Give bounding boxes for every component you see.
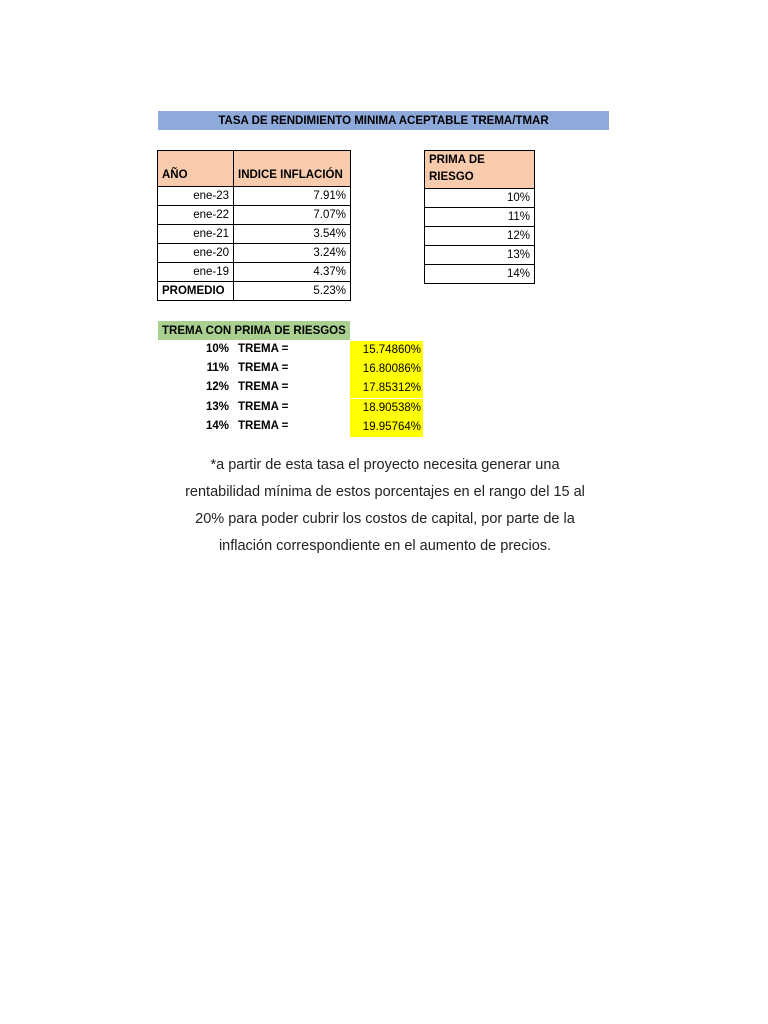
trema-row bbox=[158, 379, 428, 398]
year-cell: ene-22 bbox=[158, 206, 234, 225]
header-inflation-index: INDICE INFLACIÓN bbox=[234, 151, 351, 187]
trema-premium: 11% bbox=[206, 362, 229, 374]
note-line: inflación correspondiente en el aumento de precios. bbox=[218, 538, 552, 554]
trema-value: 16.80086% bbox=[350, 360, 423, 379]
table-row bbox=[158, 225, 351, 244]
year-cell: ene-20 bbox=[158, 244, 234, 263]
average-row bbox=[158, 282, 351, 301]
inflation-table bbox=[157, 150, 351, 301]
table-row bbox=[425, 227, 535, 246]
average-label: PROMEDIO bbox=[158, 282, 234, 301]
table-row bbox=[425, 189, 535, 208]
explanatory-note bbox=[160, 452, 610, 560]
year-cell: ene-23 bbox=[158, 187, 234, 206]
note-line: *a partir de esta tasa el proyecto necesita generar una bbox=[210, 457, 560, 473]
premium-cell: 11% bbox=[425, 208, 535, 227]
header-risk-premium bbox=[425, 151, 535, 189]
trema-row bbox=[158, 341, 428, 360]
trema-label: TREMA = bbox=[238, 420, 289, 432]
inflation-cell: 4.37% bbox=[234, 263, 351, 282]
trema-value: 19.95764% bbox=[350, 418, 423, 437]
inflation-cell: 7.07% bbox=[234, 206, 351, 225]
trema-value: 17.85312% bbox=[350, 379, 423, 398]
header-line-2: RIESGO bbox=[429, 171, 474, 183]
premium-cell: 10% bbox=[425, 189, 535, 208]
sheet-title: TASA DE RENDIMIENTO MINIMA ACEPTABLE TREMA/TMAR bbox=[158, 111, 609, 130]
table-row bbox=[425, 246, 535, 265]
table-row bbox=[425, 265, 535, 284]
table-row bbox=[158, 187, 351, 206]
trema-label: TREMA = bbox=[238, 401, 289, 413]
trema-premium: 13% bbox=[205, 401, 229, 413]
trema-section-header: TREMA CON PRIMA DE RIESGOS bbox=[158, 321, 350, 340]
table-row bbox=[158, 263, 351, 282]
risk-premium-table bbox=[424, 150, 535, 284]
trema-row bbox=[158, 418, 428, 437]
header-line-1: PRIMA DE bbox=[429, 154, 485, 166]
premium-cell: 12% bbox=[425, 227, 535, 246]
premium-cell: 14% bbox=[425, 265, 535, 284]
note-line: 20% para poder cubrir los costos de capital, por parte de la bbox=[195, 511, 575, 527]
trema-premium: 14% bbox=[205, 420, 229, 432]
note-line: rentabilidad mínima de estos porcentajes en el rango del 15 al bbox=[185, 484, 585, 500]
trema-value: 18.90538% bbox=[350, 399, 423, 418]
trema-premium: 10% bbox=[205, 343, 229, 355]
trema-label: TREMA = bbox=[238, 381, 289, 393]
inflation-cell: 3.54% bbox=[234, 225, 351, 244]
trema-value: 15.74860% bbox=[350, 341, 423, 360]
year-cell: ene-19 bbox=[158, 263, 234, 282]
trema-label: TREMA = bbox=[238, 362, 289, 374]
table-row bbox=[425, 208, 535, 227]
trema-label: TREMA = bbox=[238, 343, 289, 355]
inflation-cell: 3.24% bbox=[234, 244, 351, 263]
average-value: 5.23% bbox=[234, 282, 351, 301]
table-row bbox=[158, 244, 351, 263]
premium-cell: 13% bbox=[425, 246, 535, 265]
table-row bbox=[158, 206, 351, 225]
trema-row bbox=[158, 399, 428, 418]
trema-premium: 12% bbox=[205, 381, 229, 393]
year-cell: ene-21 bbox=[158, 225, 234, 244]
trema-row bbox=[158, 360, 428, 379]
inflation-cell: 7.91% bbox=[234, 187, 351, 206]
header-year: AÑO bbox=[158, 151, 234, 187]
